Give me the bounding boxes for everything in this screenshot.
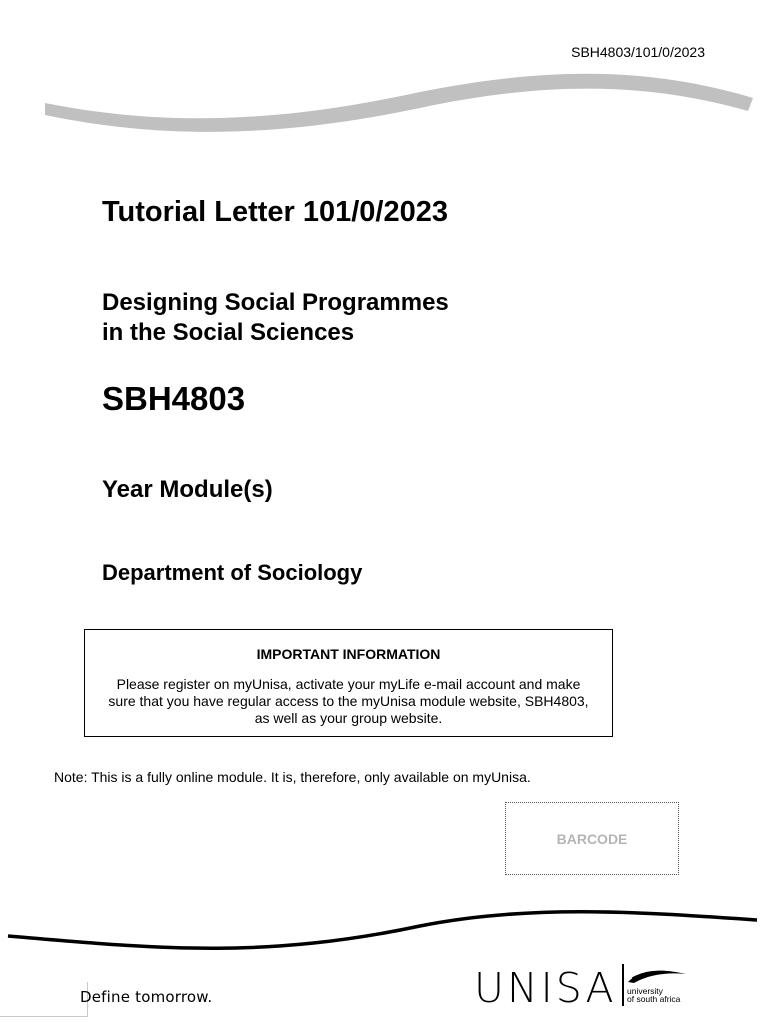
important-information-text: Please register on myUnisa, activate your myLife e-mail account and make sure that you have regular access to the myUnisa module website, SBH4803, as well as your group website.	[108, 676, 589, 726]
tagline: Define tomorrow.	[80, 988, 213, 1006]
important-information-heading: IMPORTANT INFORMATION	[256, 646, 441, 662]
module-code: SBH4803	[102, 380, 246, 417]
logo-subtext-line-2: of south africa	[627, 994, 681, 1004]
online-module-note: Note: This is a fully online module. It is, therefore, only available on myUnisa.	[54, 769, 531, 785]
barcode-label: BARCODE	[556, 830, 628, 847]
logo-subtext-line-1: university	[627, 986, 663, 996]
module-type: Year Module(s)	[102, 476, 273, 503]
page-title: Tutorial Letter 101/0/2023	[102, 196, 449, 228]
important-information-box	[84, 629, 613, 737]
logo-subtext	[627, 987, 680, 1003]
module-name	[102, 288, 449, 348]
logo-wordmark: UNISA	[474, 964, 617, 1012]
barcode-placeholder	[505, 802, 679, 875]
unisa-logo	[474, 960, 690, 1012]
module-name-line-2: in the Social Sciences	[102, 319, 355, 346]
unisa-wing-icon	[626, 966, 688, 986]
module-name-line-1: Designing Social Programmes	[102, 289, 449, 316]
document-reference: SBH4803/101/0/2023	[571, 44, 705, 60]
header-swoosh	[0, 0, 768, 150]
corner-mark	[0, 982, 88, 1017]
department-name: Department of Sociology	[102, 560, 363, 585]
logo-divider	[622, 964, 624, 1006]
